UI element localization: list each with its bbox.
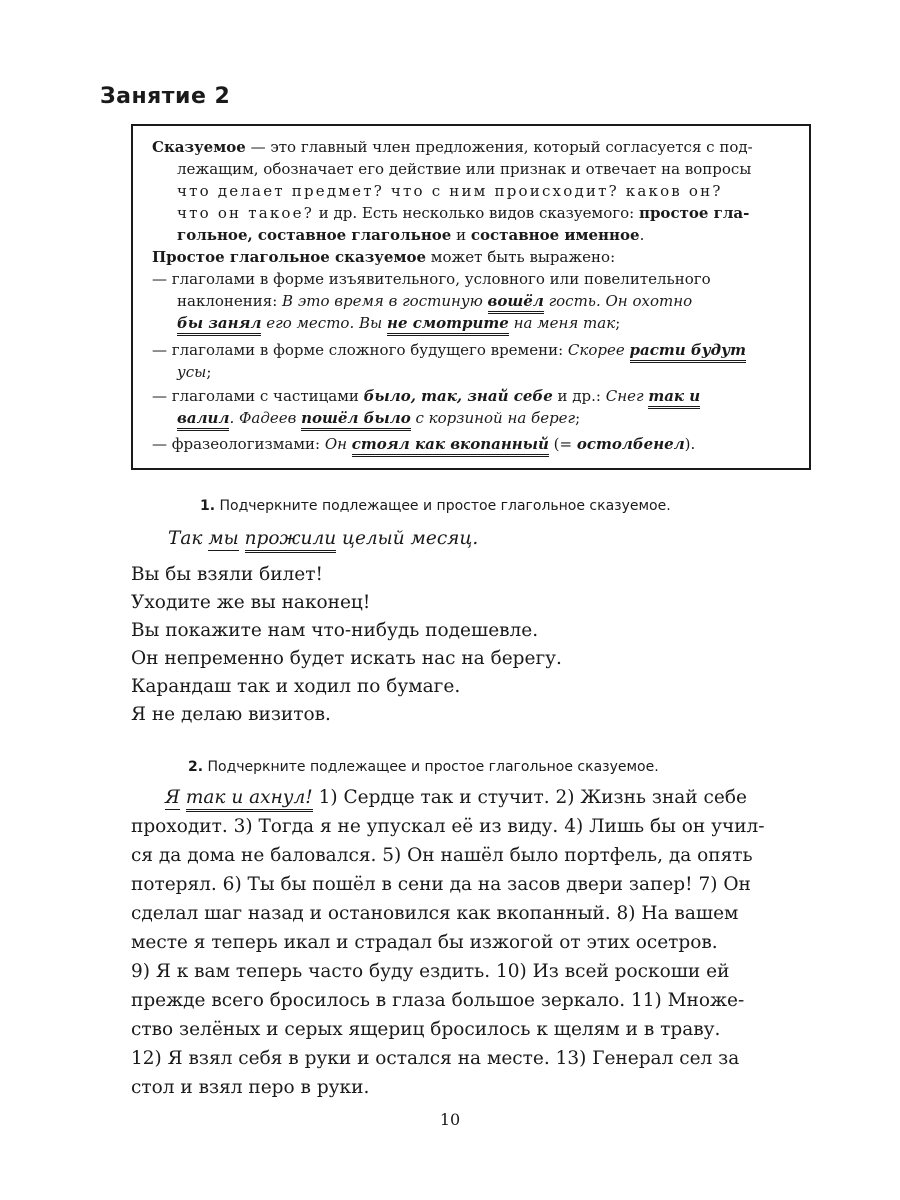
example-predicate: стоял как вкопанный xyxy=(352,435,549,457)
task-1-sentence: Карандаш так и ходил по бумаге. xyxy=(131,676,461,697)
task-1-sentence: Вы покажите нам что-нибудь подешевле. xyxy=(131,620,539,641)
example-predicate: расти будут xyxy=(630,341,746,363)
task-2-line: 9) Я к вам теперь часто буду ездить. 10) Из всей роскоши ей xyxy=(131,961,730,982)
example-predicate: валил xyxy=(177,409,229,431)
rule-line-1: Сказуемое — это главный член предложения, который согласуется с под- xyxy=(152,138,753,156)
task-1-sentence: Вы бы взяли билет! xyxy=(131,564,323,585)
sample-subject: Я xyxy=(165,787,180,808)
rule-line-3: что делает предмет? что с ним происходит? каков он? xyxy=(177,182,723,200)
sample-subject: мы xyxy=(208,528,239,549)
task-1-sentence: Уходите же вы наконец! xyxy=(131,592,371,613)
task-2-line: 12) Я взял себя в руки и остался на месте. 13) Генерал сел за xyxy=(131,1048,740,1069)
task-1-sentence: Я не делаю визитов. xyxy=(131,704,331,725)
rule-term: Сказуемое xyxy=(152,138,246,156)
sample-predicate: прожили xyxy=(245,528,337,553)
rule-line-12: — глаголами с частицами было, так, знай себе и др.: Снег так и xyxy=(152,387,700,405)
example-predicate: бы занял xyxy=(177,314,261,336)
example-predicate: не смотрите xyxy=(387,314,509,336)
task-2-line: Я так и ахнул! 1) Сердце так и стучит. 2) Жизнь знай себе xyxy=(165,787,747,808)
lesson-heading: Занятие 2 xyxy=(100,84,231,109)
task-2-line: ся да дома не баловался. 5) Он нашёл было портфель, да опять xyxy=(131,845,753,866)
rule-line-14: — фразеологизмами: Он стоял как вкопанный (= остолбенел). xyxy=(152,435,695,453)
rule-line-9: бы занял его место. Вы не смотрите на меня так; xyxy=(177,314,620,332)
task-number: 1. xyxy=(200,498,216,514)
rule-line-11: усы; xyxy=(177,363,212,381)
task-2-line: стол и взял перо в руки. xyxy=(131,1077,370,1098)
rule-line-6: Простое глагольное сказуемое может быть выражено: xyxy=(152,248,616,266)
page-number: 10 xyxy=(439,1110,461,1129)
sample-predicate: так и ахнул! xyxy=(186,787,313,812)
task-number: 2. xyxy=(188,759,204,775)
task-2-instruction: 2. Подчеркните подлежащее и простое глагольное сказуемое. xyxy=(188,759,659,775)
task-2-line: месте я теперь икал и страдал бы изжогой от этих осетров. xyxy=(131,932,718,953)
task-2-line: проходит. 3) Тогда я не упускал её из виду. 4) Лишь бы он учил- xyxy=(131,816,765,837)
task-1-sentence: Он непременно будет искать нас на берегу. xyxy=(131,648,562,669)
rule-line-2: лежащим, обозначает его действие или признак и отвечает на вопросы xyxy=(177,160,752,178)
task-2-line: сделал шаг назад и остановился как вкопанный. 8) На вашем xyxy=(131,903,739,924)
example-predicate: пошёл было xyxy=(301,409,411,431)
task-1-sample: Так мы прожили целый месяц. xyxy=(168,528,478,549)
rule-line-4: что он такое? и др. Есть несколько видов сказуемого: простое гла- xyxy=(177,204,750,222)
task-1-instruction: 1. Подчеркните подлежащее и простое глагольное сказуемое. xyxy=(200,498,671,514)
task-2-line: прежде всего бросилось в глаза большое зеркало. 11) Множе- xyxy=(131,990,745,1011)
rule-line-13: валил. Фадеев пошёл было с корзиной на берег; xyxy=(177,409,580,427)
example-predicate: так и xyxy=(648,387,700,409)
rule-line-10: — глаголами в форме сложного будущего времени: Скорее расти будут xyxy=(152,341,746,359)
example-predicate: вошёл xyxy=(488,292,544,314)
rule-line-8: наклонения: В это время в гостиную вошёл гость. Он охотно xyxy=(177,292,692,310)
task-2-line: потерял. 6) Ты бы пошёл в сени да на засов двери запер! 7) Он xyxy=(131,874,751,895)
rule-line-7: — глаголами в форме изъявительного, условного или повелительного xyxy=(152,270,711,288)
rule-line-5: гольное, составное глагольное и составное именное. xyxy=(177,226,645,244)
task-2-line: ство зелёных и серых ящериц бросилось к щелям и в траву. xyxy=(131,1019,721,1040)
